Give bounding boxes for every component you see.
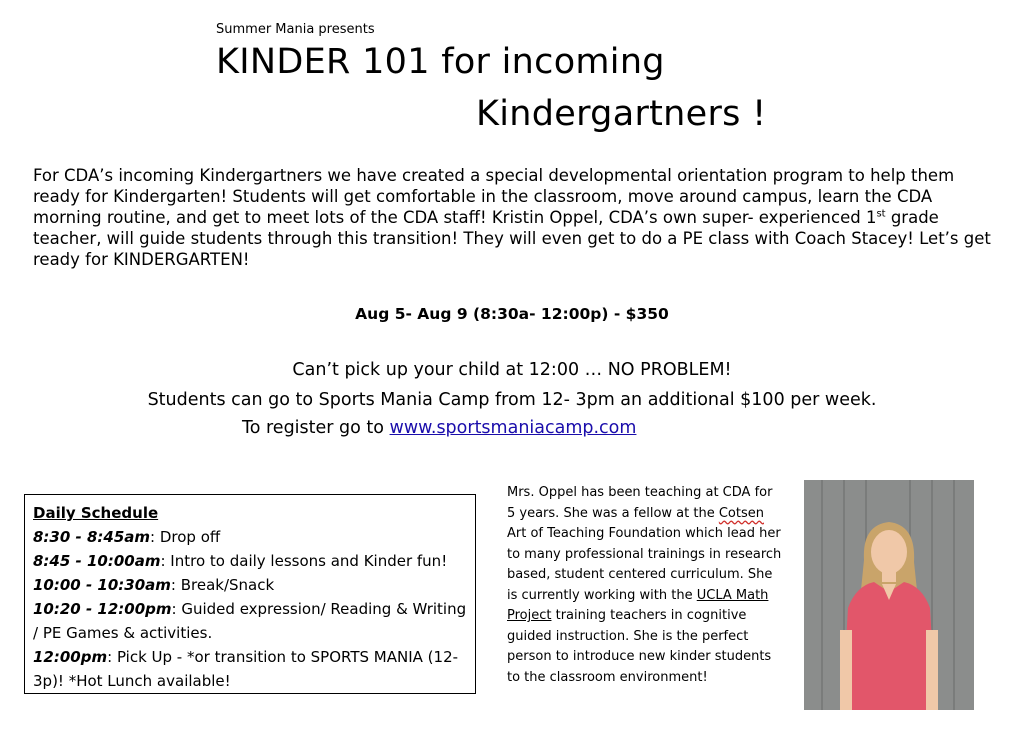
bio-cotsen: Cotsen — [718, 505, 764, 521]
program-dates: Aug 5- Aug 9 (8:30a- 12:00p) - $350 — [355, 305, 669, 323]
intro-text-2: grade teacher, will guide students through this transition! They will even get to do a PE class with Coach Stacey! Let’s get ready for KINDERGARTEN! — [33, 208, 991, 269]
intro-paragraph — [33, 165, 1003, 270]
presents-line: Summer Mania presents — [216, 22, 375, 37]
bio-ucla-link: UCLA Math Project — [507, 587, 769, 623]
schedule-desc: : Intro to daily lessons and Kinder fun! — [160, 552, 448, 570]
schedule-desc: : Pick Up - *or transition to SPORTS MANIA (12-3p)! *Hot Lunch available! — [33, 648, 459, 690]
bio-text-2: Art of Teaching Foundation which lead her to many professional trainings in research based, student centered curriculum. She is currently working with the — [507, 526, 782, 603]
teacher-photo-illustration — [804, 480, 974, 710]
register-link[interactable]: www.sportsmaniacamp.com — [389, 418, 637, 438]
daily-schedule-box — [24, 494, 476, 694]
schedule-time: 10:00 - 10:30am — [33, 576, 171, 594]
teacher-photo — [804, 480, 974, 710]
schedule-time: 8:45 - 10:00am — [33, 552, 161, 570]
schedule-heading: Daily Schedule — [33, 504, 159, 522]
schedule-item — [33, 549, 467, 573]
schedule-desc: : Guided expression/ Reading & Writing / PE Games & activities. — [33, 600, 467, 642]
intro-text-1: For CDA’s incoming Kindergartners we have created a special developmental orientation program to help them ready for Kindergarten! Students will get comfortable in the classroom, move around campus, learn the CDA morning routine, and get to meet lots of the CDA staff! Kristin Oppel, CDA’s own super- experienced 1 — [33, 166, 955, 227]
register-prefix: To register go to — [242, 418, 390, 438]
teacher-bio — [507, 483, 782, 688]
schedule-time: 10:20 - 12:00pm — [33, 600, 172, 618]
intro-superscript: st — [876, 208, 886, 220]
title-line-2: Kindergartners ! — [476, 94, 767, 134]
schedule-item — [33, 597, 467, 645]
schedule-item — [33, 525, 467, 549]
schedule-desc: : Drop off — [150, 528, 221, 546]
aftercare-line-1: Can’t pick up your child at 12:00 … NO PROBLEM! — [292, 360, 732, 380]
title-line-1: KINDER 101 for incoming — [216, 42, 665, 82]
aftercare-line-2: Students can go to Sports Mania Camp from 12- 3pm an additional $100 per week. — [147, 390, 877, 410]
schedule-item — [33, 573, 467, 597]
register-line — [242, 418, 636, 438]
schedule-time: 12:00pm — [33, 648, 108, 666]
schedule-item — [33, 645, 467, 693]
schedule-desc: : Break/Snack — [170, 576, 275, 594]
schedule-time: 8:30 - 8:45am — [33, 528, 151, 546]
bio-text-3: training teachers in cognitive guided instruction. She is the perfect person to introduce new kinder students to the classroom environment! — [507, 608, 772, 685]
bio-text-1: Mrs. Oppel has been teaching at CDA for 5 years. She was a fellow at the — [507, 485, 773, 521]
